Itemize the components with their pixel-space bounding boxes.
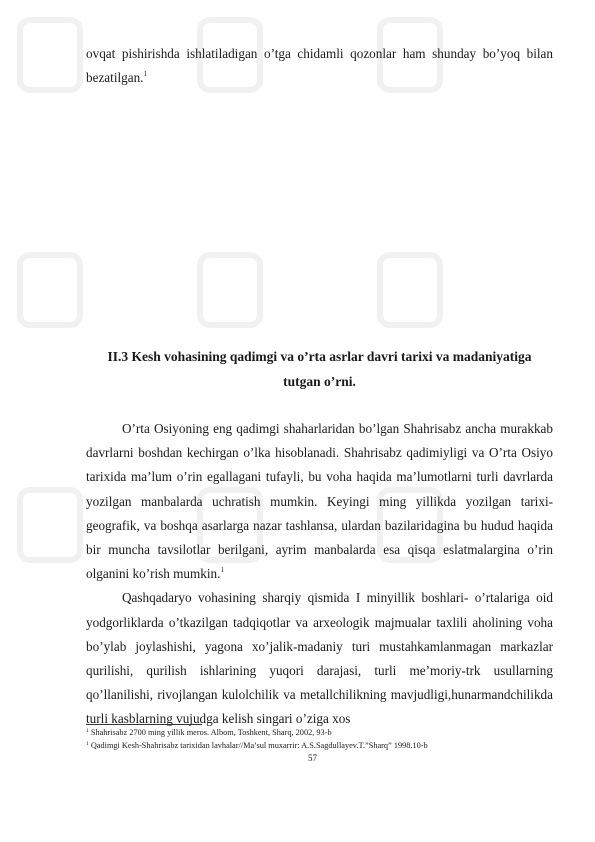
paragraph-1	[86, 417, 553, 586]
body-text	[86, 417, 553, 732]
footnote-2-text: Qadimgi Kesh-Shahrisabz tarixidan lavhalar//Ma’sul muxarrir: A.S.Sagdullayev.T.”Sharq” 1998.10-b	[88, 740, 428, 750]
paragraph-2	[86, 586, 553, 731]
footnotes	[86, 727, 553, 752]
heading-line-2: tutgan o’rni.	[283, 374, 356, 389]
paragraph-1-text: O’rta Osiyoning eng qadimgi shaharlaridan bo’lgan Shahrisabz ancha murakkab davrlarni boshdan kechirgan o’lka hisoblanadi. Shahrisabz qadimiyligi va O’rta Osiyo tarixida ma’lum o’rin egallagani tufayli, bu voha haqida ma’lumotlarni turli davrlarda yozilgan manbalarda uchratish mumkin. Keyingi ming yillikda yozilgan tarixi-geografik, va boshqa asarlarga nazar tashlansa, ulardan bazilaridagina bu hudud haqida bir muncha tavsilotlar berilgani, ayrim manbalarda esa qisqa eslatmalargina o’rin olganini ko’rish mumkin.	[86, 421, 553, 582]
top-paragraph	[86, 42, 553, 90]
page-number: 57	[308, 753, 317, 763]
heading-line-1: II.3 Kesh vohasining qadimgi va o’rta asrlar davri tarixi va madaniyatiga	[107, 349, 532, 364]
footnote-1-text: Shahrisabz 2700 ming yillik meros. Albom, Toshkent, Sharq, 2002, 93-b	[88, 728, 332, 737]
top-paragraph-text: ovqat pishirishda ishlatiladigan o’tga chidamli qozonlar ham shunday bo’yoq bilan bezatilgan.	[86, 46, 553, 86]
footnote-2	[86, 740, 553, 753]
section-heading	[86, 344, 553, 394]
footnote-1-ref: 1	[86, 728, 89, 734]
footnote-1	[86, 727, 553, 740]
footnote-separator	[86, 724, 202, 725]
footnote-2-ref: 1	[86, 740, 89, 747]
paragraph-2-text: Qashqadaryo vohasining sharqiy qismida I minyillik boshlari- o’rtalariga oid yodgorliklarda o’tkazilgan tadqiqotlar va arxeologik majmualar taxlili aholining voha bo’ylab joylashishi, yagona xo’jalik-madaniy turi mustahkamlanmagan markazlar qurilishi, qurilish ishlarining yuqori darajasi, turli me’moriy-trk usullarning qo’llanilishi, rivojlangan kulolchilik va metallchilikning mavjudligi,hunarmandchilikda turli kasblarning vujudga kelish singari o’ziga xos	[86, 590, 553, 727]
footnote-ref[interactable]: 1	[143, 70, 147, 79]
footnote-ref[interactable]: 1	[220, 566, 224, 575]
